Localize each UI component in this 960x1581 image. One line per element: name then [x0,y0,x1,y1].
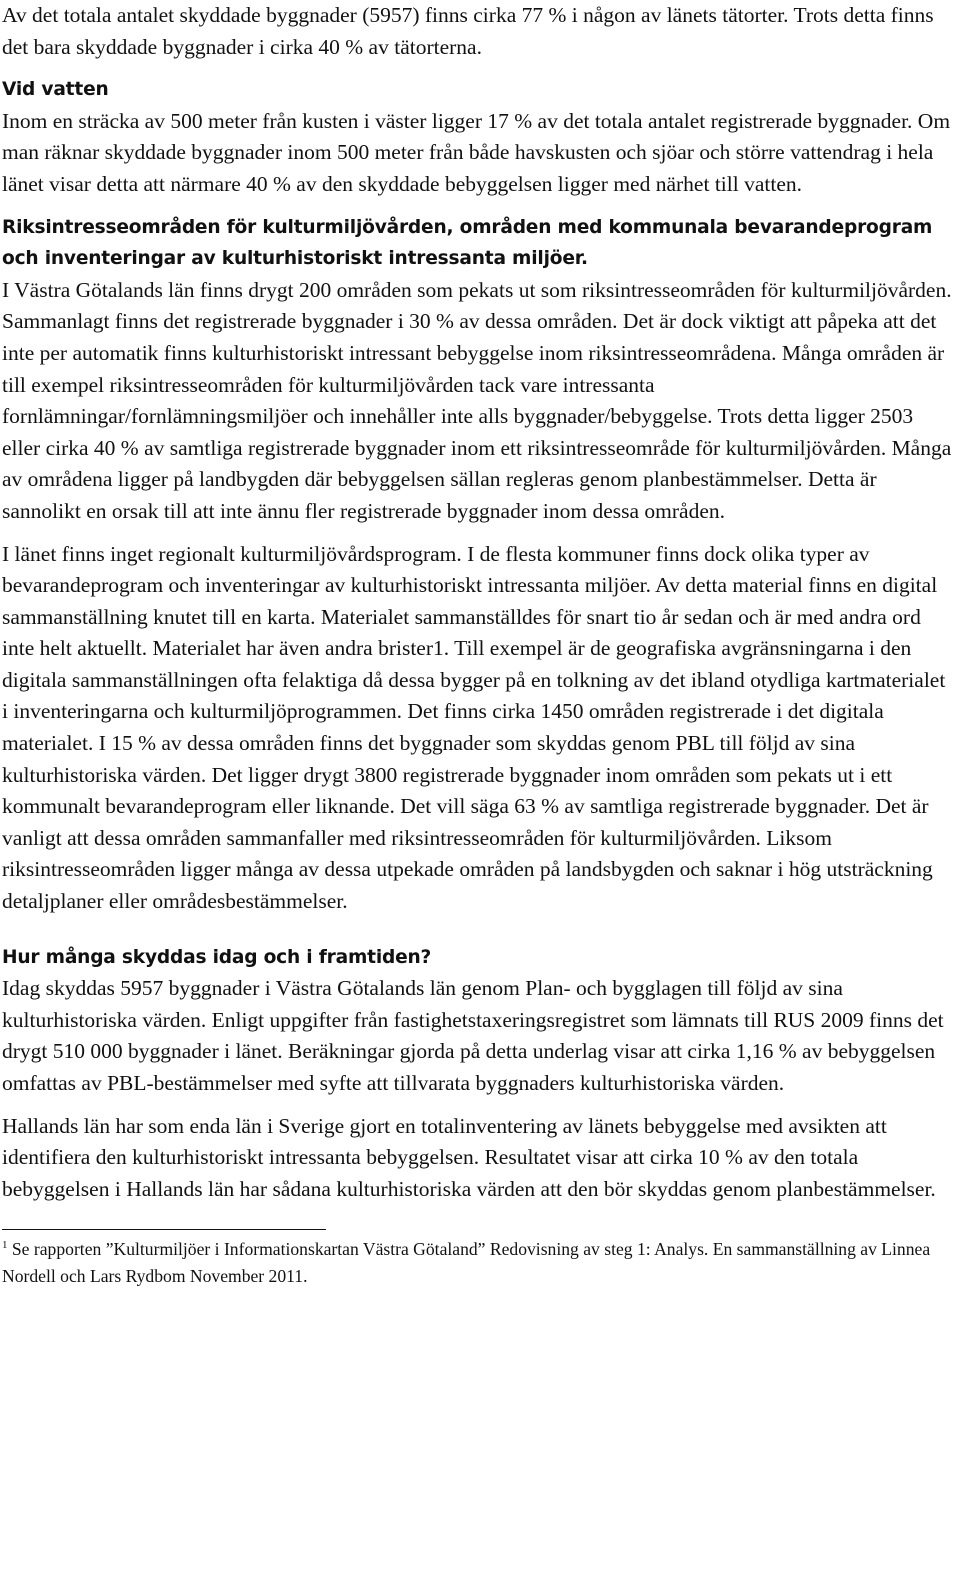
heading-framtiden: Hur många skyddas idag och i framtiden? [2,946,432,968]
riksintresse-paragraph-1: I Västra Götalands län finns drygt 200 områden som pekats ut som riksintresseområden för kulturmiljövården. Sammanlagt finns det registrerade byggnader i 30 % av dessa områden. Det är dock viktigt att påpeka att det inte per automatik finns kulturhistoriskt intressant bebyggelse inom riksintresseområdena. Många områden är till exempel riksintresseområden för kulturmiljövården tack vare intressanta fornlämningar/fornlämningsmiljöer och innehåller inte alls byggnader/bebyggelse. Trots detta ligger 2503 eller cirka 40 % av samtliga registrerade byggnader inom ett riksintresseområde för kulturmiljövården. Många av områdena ligger på landbygden där bebyggelsen sällan regleras genom planbestämmelser. Detta är sannolikt en orsak till att inte ännu fler registrerade byggnader inom dessa områden. [2,277,952,523]
intro-paragraph: Av det totala antalet skyddade byggnader (5957) finns cirka 77 % i någon av länets tätorter. Trots detta finns det bara skyddade byggnader i cirka 40 % av tätorterna. [2,3,934,59]
paragraph-text: . Till exempel är de geografiska avgränsningarna i den digitala sammanställningen ofta felaktiga då dessa bygger på en tolkning av det ibland otydliga kartmaterialet i inventeringarna och kulturmiljöprogrammen. Det finns cirka 1450 områden registrerade i det digitala materialet. I 15 % av dessa områden finns det byggnader som skyddas genom PBL till följd av sina kulturhistoriska värden. Det ligger drygt 3800 registrerade byggnader inom områden som pekats ut i ett kommunalt bevarandeprogram eller liknande. Det vill säga 63 % av samtliga registrerade byggnader. Det är vanligt att dessa områden sammanfaller med riksintresseområden för kulturmiljövården. Liksom riksintresseområden ligger många av dessa utpekade områden på landsbygden och saknar i hög utsträckning detaljplaner eller områdesbestämmelser. [2,636,946,914]
spacer [2,1100,954,1111]
vid-vatten-paragraph: Inom en sträcka av 500 meter från kusten i väster ligger 17 % av det totala antalet registrerade byggnader. Om man räknar skyddade byggnader inom 500 meter från både havskusten och sjöar och större vattendrag i hela länet visar detta att närmare 40 % av den skyddade bebyggelsen ligger med närhet till vatten. [2,108,951,196]
riksintresse-paragraph-2 [2,539,954,918]
paragraph-text: I länet finns inget regionalt kulturmiljövårdsprogram. I de flesta kommuner finns dock olika typer av bevarandeprogram och inventeringar av kulturhistoriskt intressanta miljöer. Av detta material finns en digital sammanställning knutet till en karta. Materialet sammanställdes för snart tio år sedan och är med andra ord inte helt aktuellt. Materialet har även andra brister [2,541,938,661]
document-page [2,0,954,1290]
footnote-marker: 1 [2,1239,8,1252]
footnote-separator [2,1229,326,1230]
heading-riksintresse: Riksintresseområden för kulturmiljövården, områden med kommunala bevarandeprogram och inventeringar av kulturhistoriskt intressanta miljöer. [2,216,933,270]
framtiden-paragraph-2: Hallands län har som enda län i Sverige gjort en totalinventering av länets bebyggelse med avsikten att identifiera den kulturhistoriskt intressanta bebyggelsen. Resultatet visar att cirka 10 % av den totala bebyggelsen i Hallands län har sådana kulturhistoriska värden att den bör skyddas genom planbestämmelser. [2,1113,936,1201]
spacer [2,63,954,74]
spacer [2,528,954,539]
spacer [2,201,954,212]
footnote [2,1236,954,1290]
heading-vid-vatten: Vid vatten [2,79,109,101]
footnote-text: Se rapporten ”Kulturmiljöer i Informationskartan Västra Götaland” Redovisning av steg 1: Analys. En sammanställning av Linnea Nordell och Lars Rydbom November 2011. [2,1239,931,1287]
footnote-reference: 1 [433,636,444,661]
framtiden-paragraph-1: Idag skyddas 5957 byggnader i Västra Götalands län genom Plan- och bygglagen till följd av sina kulturhistoriska värden. Enligt uppgifter från fastighetstaxeringsregistret som lämnats till RUS 2009 finns det drygt 510 000 byggnader i länet. Beräkningar gjorda på detta underlag visar att cirka 1,16 % av bebyggelsen omfattas av PBL-bestämmelser med syfte att tillvarata byggnaders kulturhistoriska värden. [2,976,944,1095]
spacer [2,1205,954,1229]
spacer [2,918,954,942]
